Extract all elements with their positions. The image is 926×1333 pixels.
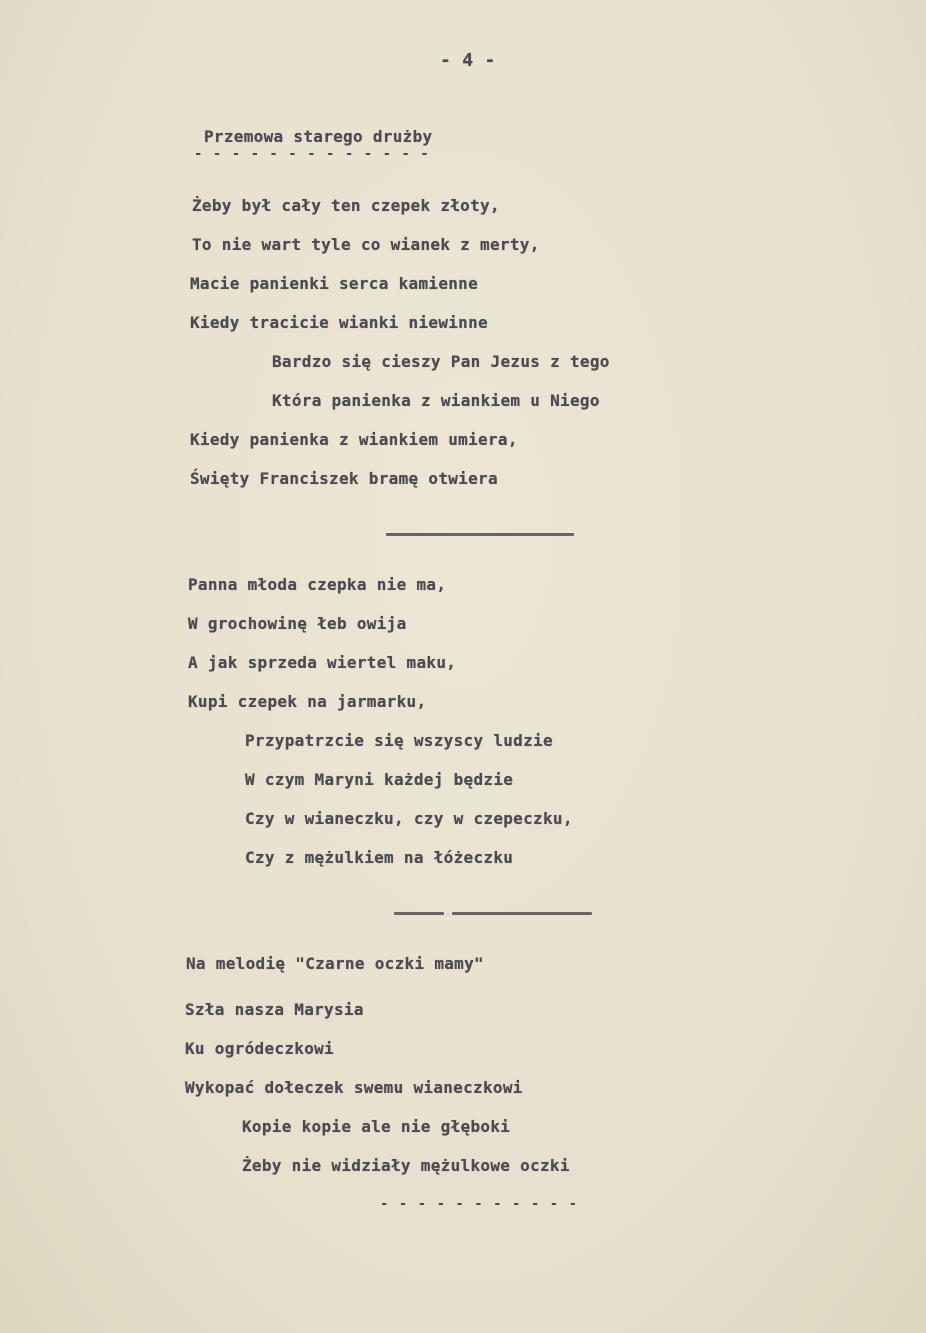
section-divider — [452, 912, 592, 915]
verse-line: Panna młoda czepka nie ma, — [188, 575, 447, 594]
verse-line: Czy z mężulkiem na łóżeczku — [245, 848, 514, 867]
melody-heading: Na melodię "Czarne oczki mamy" — [186, 954, 484, 973]
verse-line: A jak sprzeda wiertel maku, — [188, 653, 457, 672]
verse-line: Macie panienki serca kamienne — [190, 274, 479, 293]
verse-line: W czym Maryni każdej będzie — [245, 770, 514, 789]
verse-line: Kupi czepek na jarmarku, — [188, 692, 427, 711]
verse-line: Żeby nie widziały mężulkowe oczki — [242, 1156, 570, 1175]
section-divider — [386, 533, 574, 536]
verse-line: Bardzo się cieszy Pan Jezus z tego — [272, 352, 610, 371]
verse-line: Przypatrzcie się wszyscy ludzie — [245, 731, 553, 750]
end-rule: - - - - - - - - - - - — [380, 1196, 579, 1212]
verse-line: Kiedy tracicie wianki niewinne — [190, 313, 488, 332]
verse-line: Czy w wianeczku, czy w czepeczku, — [245, 809, 573, 828]
verse-line: Szła nasza Marysia — [185, 1000, 364, 1019]
verse-line: Żeby był cały ten czepek złoty, — [192, 196, 500, 215]
verse-line: Ku ogródeczkowi — [185, 1039, 334, 1058]
verse-line: W grochowinę łeb owija — [188, 614, 407, 633]
section-heading: Przemowa starego drużby — [204, 127, 433, 146]
verse-line: Święty Franciszek bramę otwiera — [190, 469, 498, 488]
verse-line: Kiedy panienka z wiankiem umiera, — [190, 430, 518, 449]
section-divider — [394, 912, 444, 915]
verse-line: Wykopać dołeczek swemu wianeczkowi — [185, 1078, 523, 1097]
heading-underline: - - - - - - - - - - - - - — [194, 146, 430, 162]
verse-line: Kopie kopie ale nie głęboki — [242, 1117, 511, 1136]
verse-line: To nie wart tyle co wianek z merty, — [192, 235, 540, 254]
verse-line: Która panienka z wiankiem u Niego — [272, 391, 600, 410]
page-number: - 4 - — [440, 50, 496, 71]
